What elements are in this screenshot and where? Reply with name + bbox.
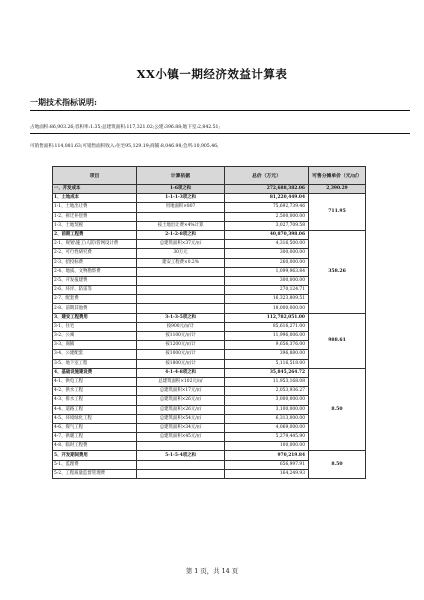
row-item: 4-7、供暖工程	[53, 433, 137, 442]
row-basis: 总建筑面积×17元/㎡	[137, 387, 225, 396]
row-item: 1-1、土地出让费	[53, 203, 137, 212]
row-basis: 总建筑面积×34元/㎡	[137, 423, 225, 432]
row-total: 9,656,376.00	[225, 341, 309, 350]
row-item: 4-5、环境绿化工程	[53, 414, 137, 423]
row-item: 2、前期工程费	[53, 230, 137, 239]
row-item: 4-8、临时工程费	[53, 442, 137, 451]
table-header-row	[53, 167, 366, 185]
row-total: 35,845,264.72	[225, 368, 309, 377]
row-total: 40,870,398.06	[225, 230, 309, 239]
row-item: 3-2、公寓	[53, 332, 137, 341]
merged-unit-price: 358.26	[309, 230, 366, 313]
header-total: 总价（万元）	[225, 167, 309, 185]
row-item: 2-8、前期其他费	[53, 304, 137, 313]
info-line-1: 占地面积:86,903.26;容积率:1.35;总建筑面积:117,321.02;公建:396.88;地下室:2,842.51;	[30, 125, 221, 130]
table-row	[53, 194, 366, 203]
row-basis: 1-6项之和	[137, 185, 225, 194]
row-item: 一、开发成本	[53, 185, 137, 194]
row-total: 396,880.00	[225, 350, 309, 359]
row-item: 1-3、土地契税	[53, 221, 137, 230]
row-item: 5-2、工程质量监督管理费	[53, 469, 137, 478]
row-total: 260,000.00	[225, 258, 309, 267]
header-unit-price: 可售分摊单价（元/㎡）	[309, 167, 366, 185]
row-basis: 总建筑面积×26元/㎡	[137, 396, 225, 405]
row-item: 1、土地成本	[53, 194, 137, 203]
section-rule	[30, 110, 410, 111]
row-total: 2,500,000.00	[225, 212, 309, 221]
row-item: 2-2、可行性研究费	[53, 249, 137, 258]
row-basis	[137, 276, 225, 285]
row-total: 85,616,271.00	[225, 322, 309, 331]
row-total: 81,220,449.04	[225, 194, 309, 203]
row-item: 4、基础设施建设费	[53, 368, 137, 377]
row-total: 3,000,000.00	[225, 396, 309, 405]
row-item: 3-4、公建配套	[53, 350, 137, 359]
row-basis: 总建筑面积×45元/㎡	[137, 433, 225, 442]
row-total: 300,000.00	[225, 249, 309, 258]
row-total: 3,027,709.58	[225, 221, 309, 230]
row-total: 100,000.00	[225, 442, 309, 451]
row-basis: 2-1-2-8项之和	[137, 230, 225, 239]
row-item: 4-2、供水工程	[53, 387, 137, 396]
row-basis: 1-1-1-3项之和	[137, 194, 225, 203]
row-total: 112,782,051.00	[225, 313, 309, 322]
table-row	[53, 185, 366, 194]
row-total: 4,316,500.00	[225, 240, 309, 249]
row-basis: 建安工程费×0.2%	[137, 258, 225, 267]
row-item: 4-1、供电工程	[53, 377, 137, 386]
row-item: 2-7、配套费	[53, 295, 137, 304]
row-total: 164,249.93	[225, 469, 309, 478]
row-total: 4,069,000.00	[225, 423, 309, 432]
row-total: 2,053,936.27	[225, 387, 309, 396]
row-basis: 30万元	[137, 249, 225, 258]
row-total: 3,100,000.00	[225, 405, 309, 414]
row-total: 5,116,518.00	[225, 359, 309, 368]
row-basis: 5-1-5-4项之和	[137, 451, 225, 460]
row-basis	[137, 460, 225, 469]
row-total: 270,124.71	[225, 286, 309, 295]
header-basis: 计算依据	[137, 167, 225, 185]
row-total: 970,219.84	[225, 451, 309, 460]
row-item: 4-3、排水工程	[53, 396, 137, 405]
row-item: 4-6、煤气工程	[53, 423, 137, 432]
row-basis: 总建筑面积×26元/㎡	[137, 405, 225, 414]
row-basis	[137, 212, 225, 221]
row-basis	[137, 295, 225, 304]
table-row	[53, 313, 366, 322]
cost-table	[52, 166, 366, 479]
row-basis: 3-1-3-5项之和	[137, 313, 225, 322]
info-divider	[30, 133, 410, 134]
row-basis	[137, 286, 225, 295]
row-total: 656,997.91	[225, 460, 309, 469]
merged-unit-price: 8.50	[309, 451, 366, 479]
row-total: 11,996,006.00	[225, 332, 309, 341]
row-basis	[137, 442, 225, 451]
row-basis: 按1100元/㎡计	[137, 332, 225, 341]
row-item: 2-6、环评、防雷等	[53, 286, 137, 295]
page-footer: 第 1 页，共 14 页	[185, 567, 239, 575]
row-basis: 4-1-4-8项之和	[137, 368, 225, 377]
row-basis: 用地面积×807	[137, 203, 225, 212]
info-line-2: 可销售面积:114,081.63;可销售面积收入:住宅95,129.19;商铺:8,046.98;会所:10,905.46;	[30, 144, 219, 149]
row-unit-price: 2,390.29	[309, 185, 366, 194]
row-item: 2-1、规划\施工\人防\管网设计费	[53, 240, 137, 249]
row-item: 3-3、商铺	[53, 341, 137, 350]
row-item: 2-5、开发报建费	[53, 276, 137, 285]
merged-unit-price: 988.61	[309, 313, 366, 368]
merged-unit-price: 8.50	[309, 368, 366, 451]
row-item: 2-3、招投标费	[53, 258, 137, 267]
row-item: 2-4、地质、文物勘察费	[53, 267, 137, 276]
row-item: 4-4、道路工程	[53, 405, 137, 414]
row-basis: 总建筑面积×37元/㎡	[137, 240, 225, 249]
row-item: 5-1、监理费	[53, 460, 137, 469]
row-item: 5、开发期间费用	[53, 451, 137, 460]
table-row	[53, 230, 366, 239]
row-basis	[137, 469, 225, 478]
section-title: 一期技术指标说明:	[30, 97, 97, 107]
row-item: 3-5、地下室工程	[53, 359, 137, 368]
row-total: 272,688,382.06	[225, 185, 309, 194]
row-item: 3、建安工程费用	[53, 313, 137, 322]
row-total: 75,692,739.46	[225, 203, 309, 212]
row-basis	[137, 267, 225, 276]
row-total: 6,313,000.00	[225, 414, 309, 423]
row-total: 16,323,809.51	[225, 295, 309, 304]
table-row	[53, 451, 366, 460]
row-basis: 总建筑面积×54元/㎡	[137, 414, 225, 423]
row-basis: 按1800元/㎡计	[137, 359, 225, 368]
row-total: 11,953,168.08	[225, 377, 309, 386]
row-basis: 按土地出让费×4%计算	[137, 221, 225, 230]
row-basis: 按1000元/㎡计	[137, 350, 225, 359]
row-basis: 按1200元/㎡计	[137, 341, 225, 350]
row-total: 300,000.00	[225, 276, 309, 285]
row-total: 5,279,445.90	[225, 433, 309, 442]
header-item: 项目	[53, 167, 137, 185]
table-row	[53, 368, 366, 377]
merged-unit-price: 711.95	[309, 194, 366, 231]
row-basis: 按900元/㎡计	[137, 322, 225, 331]
row-item: 3-1、住宅	[53, 322, 137, 331]
row-basis	[137, 304, 225, 313]
row-total: 1,099,963.84	[225, 267, 309, 276]
page-title: XX小镇一期经济效益计算表	[136, 67, 288, 81]
row-basis: 总建筑面积×102元/㎡	[137, 377, 225, 386]
row-item: 1-2、拆迁补偿费	[53, 212, 137, 221]
row-total: 18,000,000.00	[225, 304, 309, 313]
